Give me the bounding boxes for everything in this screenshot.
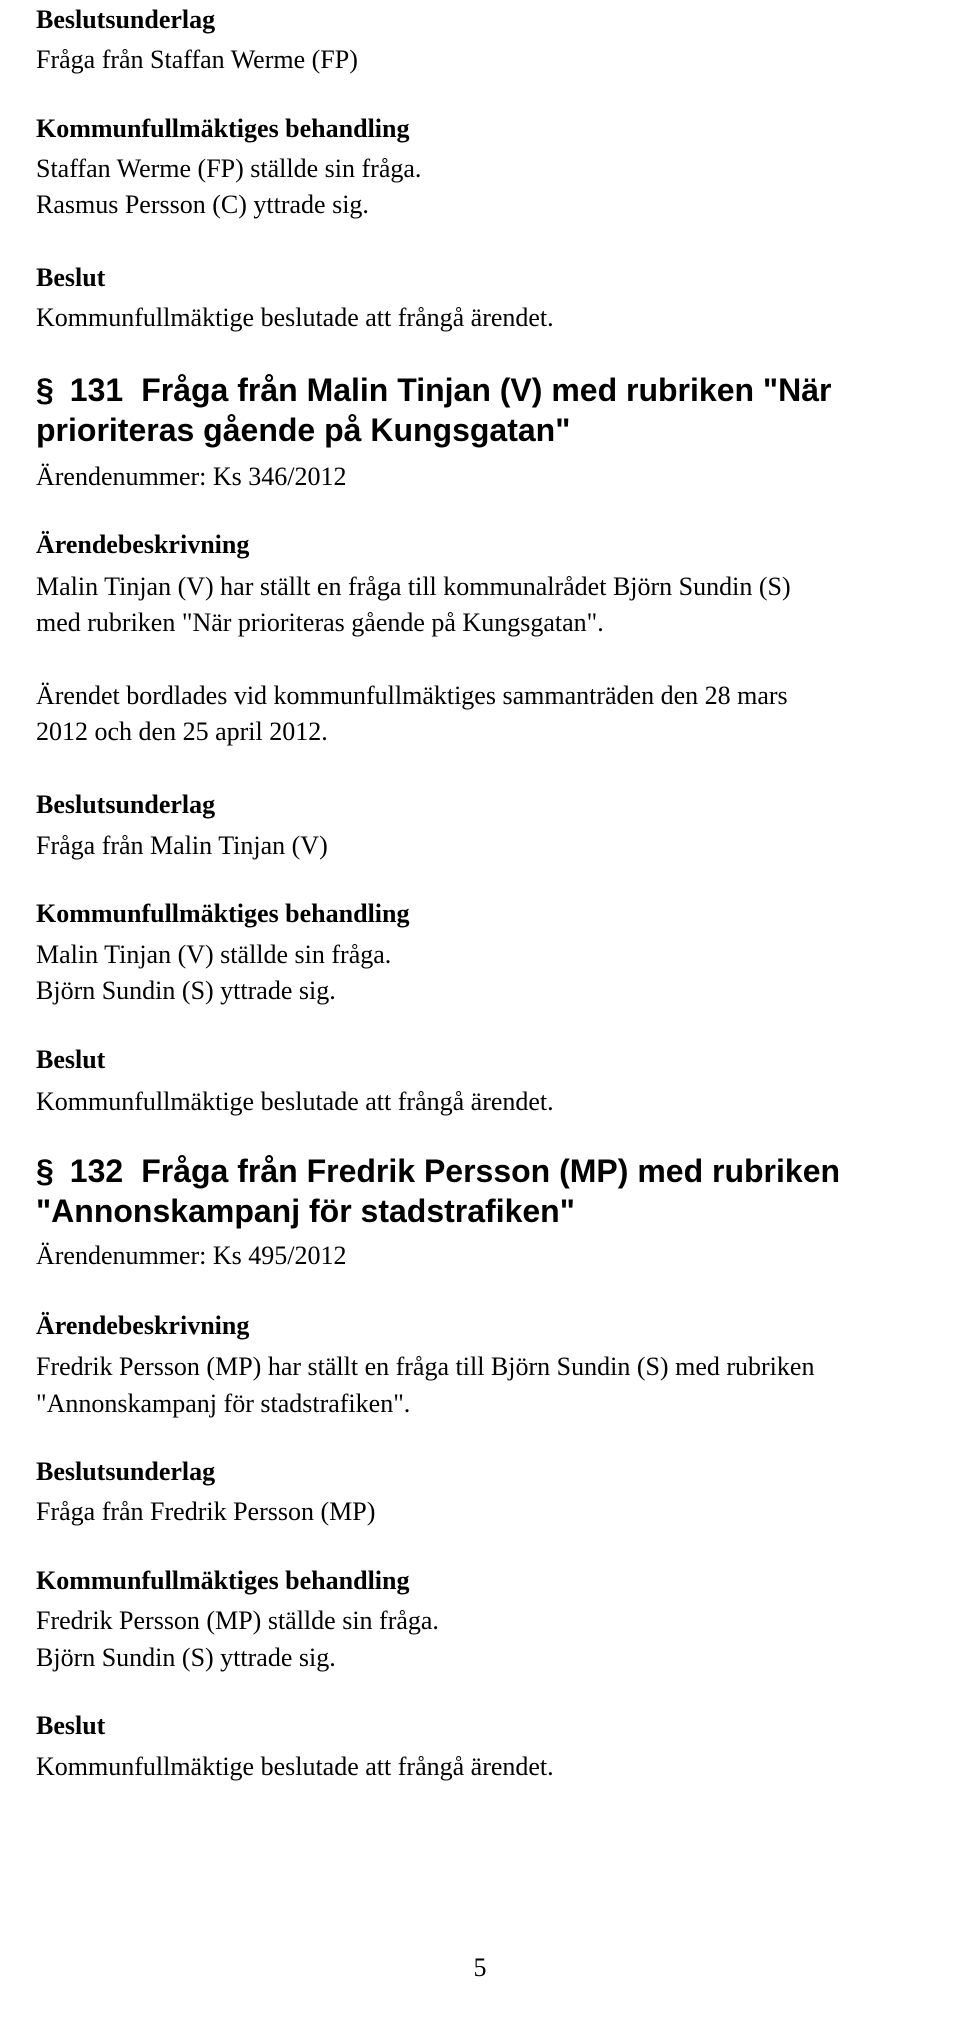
s132-arendenummer: Ärendenummer: Ks 495/2012 — [36, 1241, 347, 1270]
s131-beskrivning-line1: Malin Tinjan (V) har ställt en fråga till kommunalrådet Björn Sundin (S) — [36, 572, 791, 601]
prev-beslut-text: Kommunfullmäktige beslutade att frångå ärendet. — [36, 303, 554, 332]
title-line1: Fråga från Fredrik Persson (MP) med rubriken — [141, 1153, 841, 1189]
prev-underlag-text: Fråga från Staffan Werme (FP) — [36, 45, 358, 74]
s131-bordlades-line1: Ärendet bordlades vid kommunfullmäktiges sammanträden den 28 mars — [36, 681, 788, 710]
title-line2: prioriteras gående på Kungsgatan" — [36, 412, 571, 448]
s131-underlag-text: Fråga från Malin Tinjan (V) — [36, 831, 328, 860]
section-131-title — [36, 370, 936, 450]
section-number: 132 — [69, 1153, 124, 1189]
s132-beskrivning-line2: "Annonskampanj för stadstrafiken". — [36, 1389, 411, 1418]
prev-behandling-line2: Rasmus Persson (C) yttrade sig. — [36, 190, 369, 219]
title-line — [36, 370, 936, 410]
prev-underlag-heading: Beslutsunderlag — [36, 5, 216, 34]
section-sign: § — [36, 372, 54, 408]
s132-beslut-heading: Beslut — [36, 1711, 106, 1740]
section-sign: § — [36, 1153, 54, 1189]
s132-beskrivning-heading: Ärendebeskrivning — [36, 1311, 250, 1340]
title-line — [36, 1151, 936, 1191]
s131-underlag-heading: Beslutsunderlag — [36, 790, 216, 819]
s132-behandling-line1: Fredrik Persson (MP) ställde sin fråga. — [36, 1606, 439, 1635]
s132-behandling-line2: Björn Sundin (S) yttrade sig. — [36, 1643, 336, 1672]
s131-beskrivning-line2: med rubriken "När prioriteras gående på Kungsgatan". — [36, 608, 604, 637]
s132-beslut-text: Kommunfullmäktige beslutade att frångå ärendet. — [36, 1752, 554, 1781]
prev-behandling-heading: Kommunfullmäktiges behandling — [36, 114, 410, 143]
s132-underlag-heading: Beslutsunderlag — [36, 1457, 216, 1486]
s131-beslut-heading: Beslut — [36, 1045, 106, 1074]
title-line2: "Annonskampanj för stadstrafiken" — [36, 1193, 575, 1229]
section-132-title — [36, 1151, 936, 1231]
prev-beslut-heading: Beslut — [36, 263, 106, 292]
s131-bordlades-line2: 2012 och den 25 april 2012. — [36, 717, 328, 746]
s131-behandling-heading: Kommunfullmäktiges behandling — [36, 899, 410, 928]
prev-behandling-line1: Staffan Werme (FP) ställde sin fråga. — [36, 154, 422, 183]
s131-beskrivning-heading: Ärendebeskrivning — [36, 530, 250, 559]
s132-behandling-heading: Kommunfullmäktiges behandling — [36, 1566, 410, 1595]
section-number: 131 — [69, 372, 124, 408]
s132-beskrivning-line1: Fredrik Persson (MP) har ställt en fråga till Björn Sundin (S) med rubriken — [36, 1352, 815, 1381]
s131-behandling-line2: Björn Sundin (S) yttrade sig. — [36, 976, 336, 1005]
s131-beslut-text: Kommunfullmäktige beslutade att frångå ärendet. — [36, 1087, 554, 1116]
s131-behandling-line1: Malin Tinjan (V) ställde sin fråga. — [36, 940, 392, 969]
s131-arendenummer: Ärendenummer: Ks 346/2012 — [36, 462, 347, 491]
page-number: 5 — [473, 1953, 487, 1982]
title-line1: Fråga från Malin Tinjan (V) med rubriken "När — [141, 372, 832, 408]
s132-underlag-text: Fråga från Fredrik Persson (MP) — [36, 1497, 376, 1526]
